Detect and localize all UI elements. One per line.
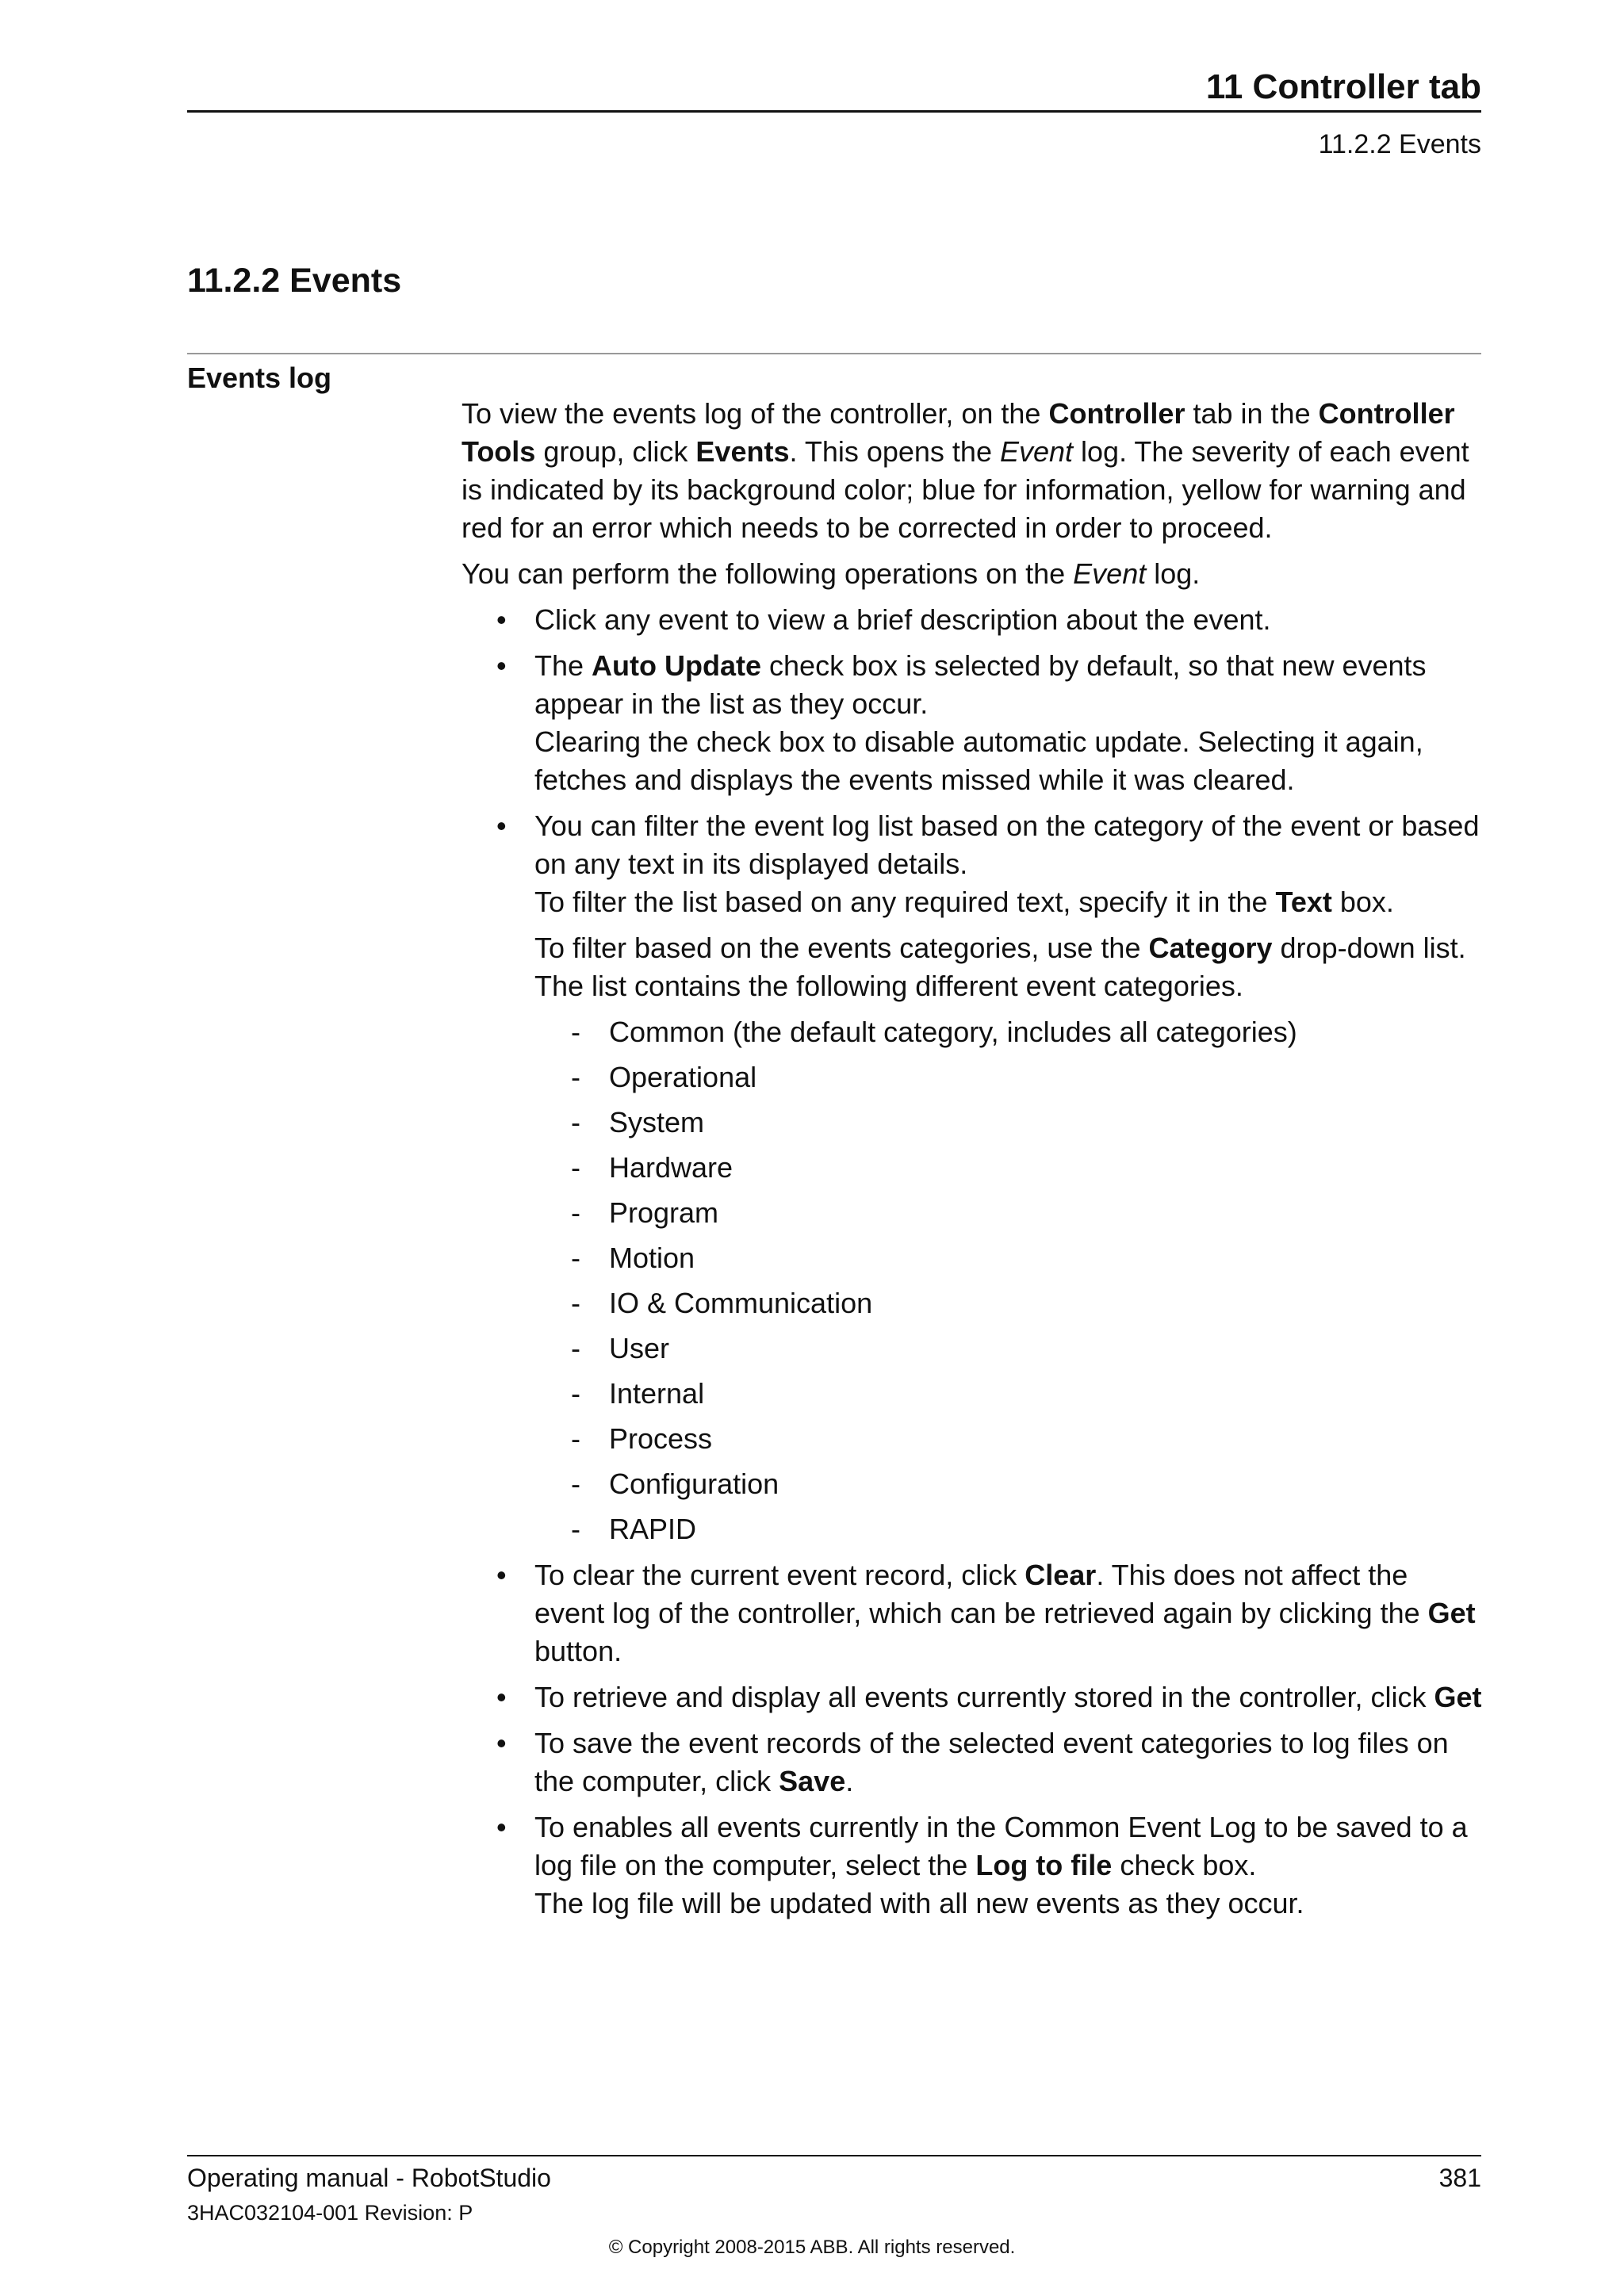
list-item: • To clear the current event record, click Clear. This does not affect the event log of the controller, which can be retrieved again by clicking the Get button. <box>462 1556 1484 1670</box>
copyright: © Copyright 2008-2015 ABB. All rights reserved. <box>608 2237 1016 2258</box>
category-list <box>534 1013 1484 1548</box>
body-text <box>462 395 1484 1931</box>
category-item: - Configuration <box>534 1465 1484 1503</box>
section-rule <box>187 353 1481 354</box>
list-item: • You can filter the event log list based on the category of the event or based on any text in its displayed details. To filter the list based on any required text, specify it in the Text box. To filter based on the events categories, use the Category drop-down list. The list contains the following different event categories. - Common (the default category, includes all categories) - Operational - System - Hardware - Program - Motion - IO & Communication - User - Internal - Process - Configuration - RAPID <box>462 807 1484 1548</box>
list-item: • To enables all events currently in the Common Event Log to be saved to a log file on the computer, select the Log to file check box. The log file will be updated with all new events as they occur. <box>462 1808 1484 1923</box>
footer-rule <box>187 2155 1481 2156</box>
category-item: - System <box>534 1104 1484 1142</box>
list-item: • To retrieve and display all events currently stored in the controller, click Get <box>462 1678 1484 1716</box>
sub-paragraph: Clearing the check box to disable automatic update. Selecting it again, fetches and displays the events missed while it was cleared. <box>534 725 1423 796</box>
header-rule <box>187 110 1481 113</box>
category-item: - Internal <box>534 1375 1484 1413</box>
category-item: - RAPID <box>534 1510 1484 1548</box>
list-item: • Click any event to view a brief description about the event. <box>462 601 1484 639</box>
footer-manual-title: Operating manual - RobotStudio <box>187 2164 551 2192</box>
category-item: - Operational <box>534 1058 1484 1096</box>
category-item: - Hardware <box>534 1149 1484 1187</box>
side-heading: Events log <box>187 362 332 394</box>
category-item: - IO & Communication <box>534 1284 1484 1322</box>
document-id: 3HAC032104-001 Revision: P <box>187 2201 473 2225</box>
category-item: - Motion <box>534 1239 1484 1277</box>
list-item: • The Auto Update check box is selected by default, so that new events appear in the list as they occur. Clearing the check box to disable automatic update. Selecting it again, fetches and displays the events missed while it was cleared. <box>462 647 1484 799</box>
category-item: - Common (the default category, includes all categories) <box>534 1013 1484 1051</box>
category-item: - Program <box>534 1194 1484 1232</box>
operations-paragraph: You can perform the following operations on the Event log. <box>462 557 1201 590</box>
list-item: • To save the event records of the selected event categories to log files on the computer, click Save. <box>462 1724 1484 1800</box>
chapter-header: 11 Controller tab <box>1205 67 1481 106</box>
sub-paragraph: To filter based on the events categories, use the Category drop-down list. The list contains the following different event categories. <box>534 932 1466 1002</box>
category-item: - User <box>534 1330 1484 1368</box>
section-title: 11.2.2 Events <box>187 262 402 300</box>
sub-paragraph: To filter the list based on any required text, specify it in the Text box. <box>534 886 1394 918</box>
page-number: 381 <box>1438 2164 1481 2192</box>
sub-paragraph: The log file will be updated with all new events as they occur. <box>534 1887 1304 1919</box>
intro-paragraph: To view the events log of the controller, on the Controller tab in the Controller Tools group, click Events. This opens the Event log. The severity of each event is indicated by its background color; blue for information, yellow for warning and red for an error which needs to be corrected in order to proceed. <box>462 397 1469 544</box>
category-item: - Process <box>534 1420 1484 1458</box>
operations-list <box>462 601 1484 1923</box>
section-header: 11.2.2 Events <box>1318 129 1481 159</box>
